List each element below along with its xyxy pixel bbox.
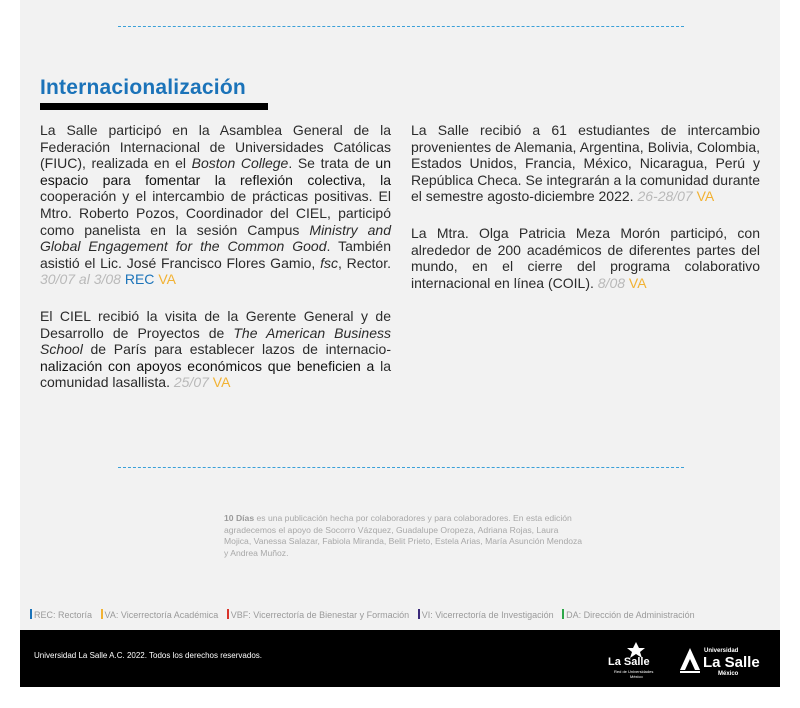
legend-color-bar: [418, 609, 420, 619]
legend-item-rec: REC: Rectoría: [30, 610, 92, 620]
news-item-coil: La Mtra. Olga Patricia Meza Morón participó, con alrededor de 200 académicos de diferentes partes del mundo, en el cierre del programa colaborativo internacional en línea (COIL). 8/08 VA: [411, 224, 760, 291]
section-heading: Internacionalización: [40, 76, 246, 99]
footer: [20, 630, 780, 687]
heading-underline: [40, 103, 268, 110]
tag-rec: REC: [124, 271, 155, 288]
legend-item-va: VA: Vicerrectoría Académica: [101, 610, 219, 620]
legend-item-da: DA: Dirección de Administración: [562, 610, 695, 620]
svg-text:Red de Universidades: Red de Universidades: [614, 669, 654, 674]
item-date: 25/07: [173, 374, 209, 391]
legend-color-bar: [30, 609, 32, 619]
item-date: 30/07 al 3/08: [40, 271, 121, 288]
tag-va: VA: [628, 274, 647, 291]
svg-text:La Salle: La Salle: [608, 656, 650, 668]
top-divider: [118, 26, 684, 27]
news-item-ciel-visit: El CIEL recibió la visita de la Gerente General y de Desarrollo de Proyectos de The American Business School de París para establecer lazos de internacio-nalización con apoyos económicos que beneficien a la comunidad lasallista. 25/07 VA: [40, 307, 391, 391]
la-salle-network-logo: [606, 638, 668, 680]
item-date: 8/08: [597, 274, 626, 291]
universidad-la-salle-logo: [678, 638, 770, 680]
legend-item-vbf: VBF: Vicerrectoría de Bienestar y Formación: [227, 610, 409, 620]
newsletter-panel: [20, 0, 780, 630]
svg-text:La Salle: La Salle: [703, 654, 760, 671]
svg-text:Universidad: Universidad: [704, 648, 739, 654]
right-column: [411, 122, 760, 311]
svg-text:México: México: [630, 674, 643, 679]
tag-va: VA: [212, 374, 231, 391]
abbreviation-legend: [30, 609, 760, 620]
left-column: [40, 122, 391, 411]
news-item-fiuc: La Salle participó en la Asamblea General de la Federación Internacional de Universidades Católicas (FIUC), realizada en el Boston College. Se trata de un espacio para fomentar la reflexión colectiva, la cooperación y el intercambio de prácticas positivas. El Mtro. Roberto Pozos, Coordinador del CIEL, participó como panelista en la sesión Campus Ministry and Global Engagement for the Common Good. También asistió el Lic. José Francisco Flores Gamio, fsc, Rector. 30/07 al 3/08 REC VA: [40, 122, 391, 288]
copyright-text: Universidad La Salle A.C. 2022. Todos los derechos reservados.: [34, 651, 262, 660]
legend-color-bar: [101, 609, 103, 619]
item-date: 26-28/07: [637, 188, 693, 205]
news-item-exchange-students: La Salle recibió a 61 estudiantes de intercambio provenientes de Alemania, Argentina, Bolivia, Colombia, Estados Unidos, Francia, México, Nicaragua, Perú y República Checa. Se integrarán a la comunidad durante el semestre agosto-diciembre 2022. 26-28/07 VA: [411, 122, 760, 205]
svg-text:México: México: [718, 671, 739, 677]
legend-color-bar: [227, 609, 229, 619]
legend-color-bar: [562, 609, 564, 619]
credits-note: 10 Días es una publicación hecha por colaboradores y para colaboradores. En esta edición agradecemos el apoyo de Socorro Vázquez, Guadalupe Oropeza, Adriana Rojas, Laura Mojica, Vanessa Salazar, Fabiola Miranda, Belit Prieto, Estela Arias, María Asunción Mendoza y Andrea Muñoz.: [224, 513, 583, 558]
tag-va: VA: [696, 188, 715, 205]
bottom-divider: [118, 467, 684, 468]
tag-va: VA: [158, 271, 176, 288]
legend-item-vi: VI: Vicerrectoría de Investigación: [418, 610, 554, 620]
